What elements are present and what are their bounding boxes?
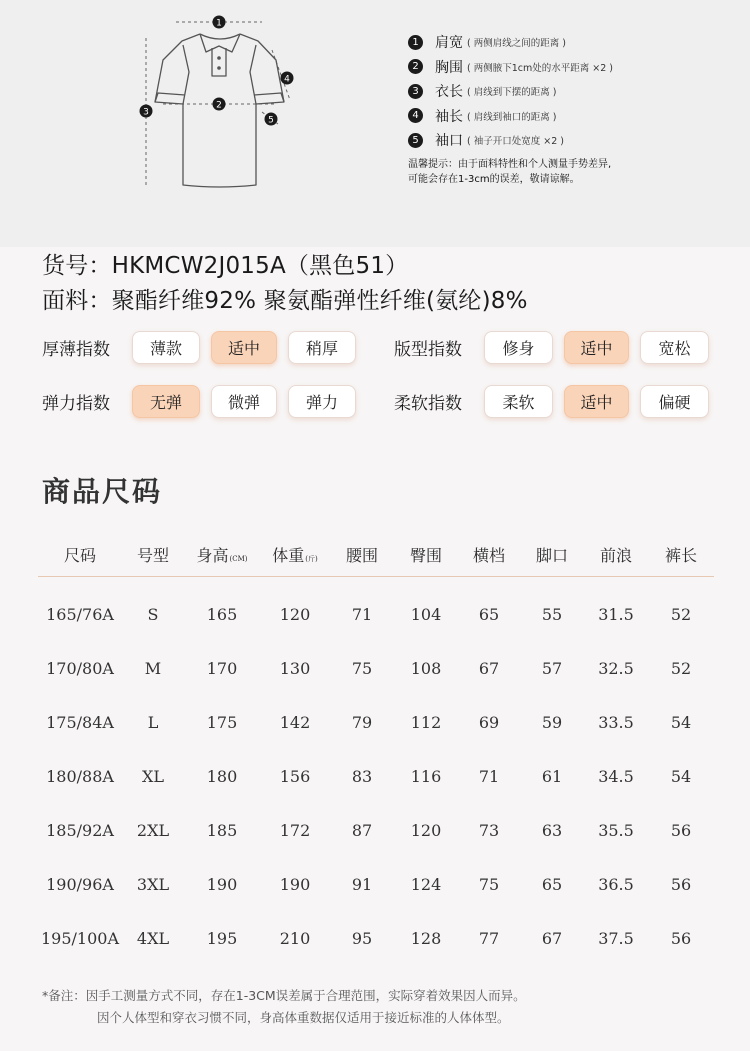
table-cell: 34.5 (598, 766, 634, 786)
svg-text:5: 5 (268, 115, 274, 126)
table-cell: S (147, 604, 159, 624)
legend-description: ( 袖子开口处宽度 ×2 ) (467, 136, 564, 148)
column-header (38, 543, 122, 566)
table-cell: 128 (410, 928, 442, 948)
table-cell: 75 (351, 658, 373, 678)
table-cell: 190 (206, 874, 238, 894)
table-cell: 195/100A (40, 928, 120, 948)
column-header (122, 543, 184, 566)
table-cell: 67 (478, 658, 500, 678)
table-cell: 33.5 (598, 712, 634, 732)
index-option: 薄款 (132, 331, 200, 364)
table-cell: 91 (351, 874, 373, 894)
table-cell: 210 (279, 928, 311, 948)
column-header-text: 横档 (472, 546, 505, 565)
table-cell: 172 (279, 820, 311, 840)
table-cell: 165 (206, 604, 238, 624)
column-header-text: 号型 (136, 546, 169, 565)
legend-name: 袖长 (435, 108, 463, 125)
table-cell: 185 (206, 820, 238, 840)
legend-description: ( 肩线到下摆的距离 ) (467, 87, 557, 99)
column-header-text: 臀围 (409, 546, 442, 565)
column-header-text: 前浪 (599, 546, 632, 565)
column-header (184, 543, 260, 566)
table-cell: 32.5 (598, 658, 634, 678)
column-header (520, 543, 584, 566)
table-cell: 77 (478, 928, 500, 948)
legend-description: ( 肩线到袖口的距离 ) (467, 111, 557, 123)
table-cell: 124 (410, 874, 442, 894)
legend-name: 肩宽 (435, 35, 463, 52)
tip-line: 可能会存在1-3cm的误差，敬请谅解。 (408, 174, 580, 185)
index-option: 柔软 (484, 385, 553, 418)
table-row (38, 911, 714, 965)
polo-shirt-diagram (0, 0, 400, 247)
legend-item (408, 30, 613, 55)
index-label: 弹力指数 (42, 394, 110, 414)
marker-5 (265, 113, 278, 126)
marker-3 (140, 105, 153, 118)
table-cell: M (144, 658, 162, 678)
table-cell: 36.5 (598, 874, 634, 894)
column-header-text: 脚口 (535, 546, 568, 565)
table-cell: 52 (670, 604, 692, 624)
svg-text:3: 3 (143, 107, 149, 118)
number-badge: 1 (408, 35, 423, 50)
column-header (584, 543, 648, 566)
fabric-label: 面料： (42, 288, 112, 314)
table-cell: 116 (410, 766, 442, 786)
product-fabric (42, 282, 742, 315)
table-cell: 190/96A (46, 874, 114, 894)
index-option: 适中 (564, 385, 629, 418)
table-cell: 71 (351, 604, 373, 624)
footnote-line: 因个人体型和穿衣习惯不同，身高体重数据仅适用于接近标准的人体体型。 (97, 1010, 510, 1025)
table-cell: 56 (670, 928, 692, 948)
table-cell: 175/84A (46, 712, 114, 732)
table-cell: 61 (541, 766, 563, 786)
legend-item (408, 55, 613, 80)
measurement-tip (408, 157, 708, 187)
column-header (260, 543, 330, 566)
column-unit: (斤) (305, 555, 318, 563)
column-header (330, 543, 394, 566)
size-table (38, 533, 714, 965)
index-option: 微弹 (211, 385, 277, 418)
table-cell: 35.5 (598, 820, 634, 840)
legend-description: ( 两侧腋下1cm处的水平距离 ×2 ) (467, 62, 613, 74)
table-row (38, 749, 714, 803)
table-cell: 87 (351, 820, 373, 840)
table-cell: 52 (670, 658, 692, 678)
table-cell: 112 (410, 712, 442, 732)
table-cell: 130 (279, 658, 311, 678)
table-cell: 57 (541, 658, 563, 678)
index-option: 无弹 (132, 385, 200, 418)
table-cell: 83 (351, 766, 373, 786)
table-cell: 95 (351, 928, 373, 948)
table-cell: 54 (670, 712, 692, 732)
index-label: 柔软指数 (394, 394, 462, 414)
index-option: 修身 (484, 331, 553, 364)
column-header-text: 体重 (272, 546, 305, 565)
number-badge: 5 (408, 133, 423, 148)
table-cell: 65 (541, 874, 563, 894)
column-header (394, 543, 458, 566)
size-section-title: 商品尺码 (42, 475, 163, 508)
legend-description: ( 两侧肩线之间的距离 ) (467, 38, 566, 50)
column-header-text: 尺码 (63, 546, 96, 565)
table-cell: 79 (351, 712, 373, 732)
index-option: 适中 (564, 331, 629, 364)
index-label: 版型指数 (394, 340, 462, 360)
table-cell: 37.5 (598, 928, 634, 948)
table-cell: 71 (478, 766, 500, 786)
table-cell: 120 (279, 604, 311, 624)
column-header-text: 腰围 (345, 546, 378, 565)
svg-text:2: 2 (216, 100, 222, 111)
table-cell: 108 (410, 658, 442, 678)
table-cell: 190 (279, 874, 311, 894)
table-cell: 4XL (136, 928, 170, 948)
table-cell: 120 (410, 820, 442, 840)
marker-2 (213, 98, 226, 111)
fabric-value: 聚酯纤维92% 聚氨酯弹性纤维(氨纶)8% (111, 288, 528, 314)
index-option: 偏硬 (640, 385, 709, 418)
table-cell: 56 (670, 874, 692, 894)
footnote (42, 985, 526, 1029)
table-cell: 59 (541, 712, 563, 732)
table-cell: 175 (206, 712, 238, 732)
legend-name: 袖口 (435, 133, 463, 150)
column-header (458, 543, 520, 566)
table-cell: 75 (478, 874, 500, 894)
table-cell: 156 (279, 766, 311, 786)
table-cell: 142 (279, 712, 311, 732)
table-row (38, 857, 714, 911)
measurement-guide (0, 0, 750, 247)
table-row (38, 803, 714, 857)
table-row (38, 587, 714, 641)
marker-4 (281, 72, 294, 85)
index-option: 弹力 (288, 385, 356, 418)
legend-item (408, 79, 613, 104)
marker-1 (213, 16, 226, 29)
fit-index (394, 331, 720, 364)
table-cell: 195 (206, 928, 238, 948)
index-label: 厚薄指数 (42, 340, 110, 360)
index-option: 宽松 (640, 331, 709, 364)
table-cell: 185/92A (46, 820, 114, 840)
table-cell: 170/80A (46, 658, 114, 678)
number-badge: 4 (408, 108, 423, 123)
table-cell: 31.5 (598, 604, 634, 624)
svg-text:1: 1 (216, 18, 222, 29)
number-badge: 3 (408, 84, 423, 99)
table-row (38, 695, 714, 749)
sku-label: 货号： (42, 253, 112, 279)
softness-index (394, 385, 720, 418)
measurement-legend (408, 30, 613, 153)
column-header-text: 身高 (196, 546, 229, 565)
index-option: 适中 (211, 331, 277, 364)
elasticity-index (42, 385, 367, 418)
table-cell: 65 (478, 604, 500, 624)
legend-name: 胸围 (435, 59, 463, 76)
product-sku (42, 247, 742, 280)
svg-text:4: 4 (284, 74, 290, 85)
thickness-index (42, 331, 367, 364)
table-cell: 104 (410, 604, 442, 624)
table-cell: 63 (541, 820, 563, 840)
table-cell: 165/76A (46, 604, 114, 624)
index-option: 稍厚 (288, 331, 356, 364)
table-cell: 54 (670, 766, 692, 786)
table-cell: 73 (478, 820, 500, 840)
legend-name: 衣长 (435, 84, 463, 101)
table-header-row (38, 533, 714, 577)
legend-item (408, 128, 613, 153)
table-cell: 180 (206, 766, 238, 786)
tip-line: 温馨提示：由于面料特性和个人测量手势差异, (408, 159, 612, 170)
table-cell: L (147, 712, 159, 732)
footnote-line: *备注：因手工测量方式不同，存在1-3CM误差属于合理范围，实际穿着效果因人而异。 (42, 988, 526, 1003)
table-cell: 2XL (136, 820, 170, 840)
column-header (648, 543, 714, 566)
table-cell: XL (141, 766, 164, 786)
column-header-text: 裤长 (664, 546, 697, 565)
table-cell: 180/88A (46, 766, 114, 786)
table-body (38, 587, 714, 965)
table-cell: 3XL (136, 874, 170, 894)
table-cell: 69 (478, 712, 500, 732)
table-cell: 170 (206, 658, 238, 678)
sku-value: HKMCW2J015A（黑色51） (111, 253, 409, 279)
table-row (38, 641, 714, 695)
number-badge: 2 (408, 59, 423, 74)
column-unit: (CM) (229, 555, 248, 563)
table-cell: 55 (541, 604, 563, 624)
table-cell: 67 (541, 928, 563, 948)
table-cell: 56 (670, 820, 692, 840)
legend-item (408, 104, 613, 129)
